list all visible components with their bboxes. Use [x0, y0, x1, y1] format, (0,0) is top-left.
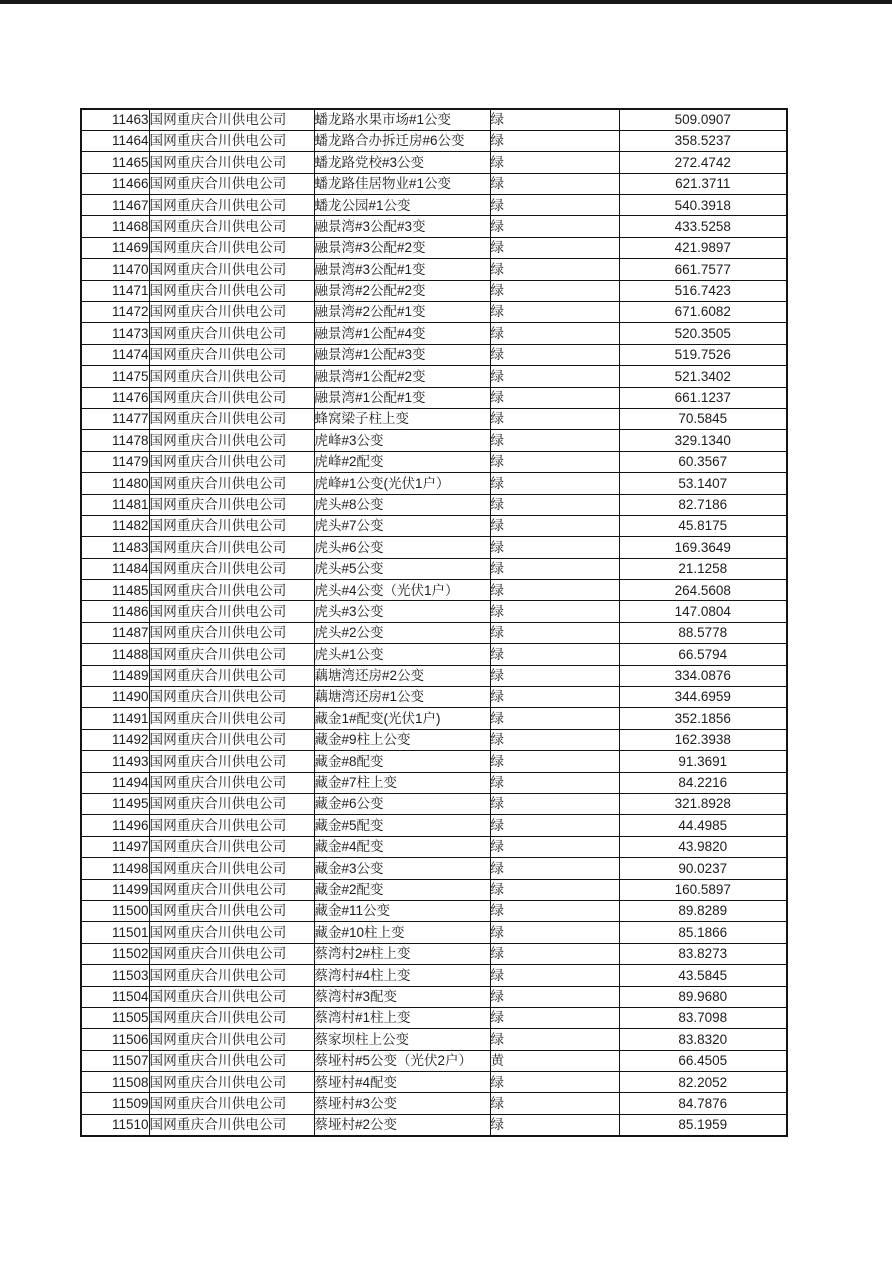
cell-company: 国网重庆合川供电公司 [149, 259, 314, 280]
cell-id: 11485 [81, 580, 149, 601]
cell-id: 11465 [81, 152, 149, 173]
cell-status: 绿 [490, 601, 619, 622]
cell-name: 藏金#7柱上变 [314, 772, 490, 793]
cell-status: 绿 [490, 986, 619, 1007]
cell-company: 国网重庆合川供电公司 [149, 708, 314, 729]
cell-id: 11505 [81, 1007, 149, 1028]
cell-company: 国网重庆合川供电公司 [149, 173, 314, 194]
cell-value: 433.5258 [619, 216, 787, 237]
cell-status: 绿 [490, 109, 619, 130]
cell-company: 国网重庆合川供电公司 [149, 794, 314, 815]
cell-value: 43.9820 [619, 836, 787, 857]
table-row [81, 494, 787, 515]
cell-status: 绿 [490, 879, 619, 900]
cell-company: 国网重庆合川供电公司 [149, 1114, 314, 1135]
cell-status: 绿 [490, 152, 619, 173]
cell-value: 83.7098 [619, 1007, 787, 1028]
cell-name: 蔡湾村#3配变 [314, 986, 490, 1007]
cell-value: 621.3711 [619, 173, 787, 194]
cell-id: 11507 [81, 1050, 149, 1071]
cell-value: 516.7423 [619, 280, 787, 301]
cell-id: 11478 [81, 430, 149, 451]
cell-status: 绿 [490, 173, 619, 194]
cell-value: 89.9680 [619, 986, 787, 1007]
page-top-edge-bar [0, 0, 892, 4]
cell-name: 虎峰#2配变 [314, 451, 490, 472]
cell-company: 国网重庆合川供电公司 [149, 195, 314, 216]
cell-value: 344.6959 [619, 687, 787, 708]
table-row [81, 451, 787, 472]
cell-name: 融景湾#2公配#1变 [314, 302, 490, 323]
table-body [81, 109, 787, 1136]
cell-value: 540.3918 [619, 195, 787, 216]
table-row [81, 1029, 787, 1050]
cell-status: 绿 [490, 344, 619, 365]
table-row [81, 1072, 787, 1093]
cell-value: 91.3691 [619, 751, 787, 772]
cell-company: 国网重庆合川供电公司 [149, 387, 314, 408]
cell-company: 国网重庆合川供电公司 [149, 879, 314, 900]
cell-company: 国网重庆合川供电公司 [149, 1007, 314, 1028]
cell-id: 11501 [81, 922, 149, 943]
cell-value: 83.8273 [619, 943, 787, 964]
cell-id: 11492 [81, 729, 149, 750]
cell-value: 84.2216 [619, 772, 787, 793]
table-row [81, 644, 787, 665]
cell-value: 60.3567 [619, 451, 787, 472]
cell-company: 国网重庆合川供电公司 [149, 130, 314, 151]
cell-id: 11490 [81, 687, 149, 708]
cell-value: 352.1856 [619, 708, 787, 729]
cell-id: 11477 [81, 408, 149, 429]
cell-value: 85.1959 [619, 1114, 787, 1135]
table-row [81, 708, 787, 729]
cell-status: 绿 [490, 836, 619, 857]
cell-value: 671.6082 [619, 302, 787, 323]
table-row [81, 601, 787, 622]
table-row [81, 366, 787, 387]
cell-status: 绿 [490, 1093, 619, 1114]
cell-status: 绿 [490, 195, 619, 216]
cell-company: 国网重庆合川供电公司 [149, 665, 314, 686]
cell-status: 绿 [490, 130, 619, 151]
table-row [81, 965, 787, 986]
cell-value: 82.2052 [619, 1072, 787, 1093]
cell-id: 11502 [81, 943, 149, 964]
table-row [81, 473, 787, 494]
cell-value: 169.3649 [619, 537, 787, 558]
cell-name: 融景湾#1公配#1变 [314, 387, 490, 408]
cell-name: 藏金1#配变(光伏1户) [314, 708, 490, 729]
cell-id: 11497 [81, 836, 149, 857]
cell-name: 虎峰#3公变 [314, 430, 490, 451]
cell-company: 国网重庆合川供电公司 [149, 473, 314, 494]
table-row [81, 152, 787, 173]
cell-value: 321.8928 [619, 794, 787, 815]
cell-company: 国网重庆合川供电公司 [149, 109, 314, 130]
cell-name: 虎头#5公变 [314, 558, 490, 579]
cell-status: 绿 [490, 1007, 619, 1028]
table-row [81, 430, 787, 451]
cell-name: 藏金#8配变 [314, 751, 490, 772]
cell-status: 绿 [490, 408, 619, 429]
table-row [81, 687, 787, 708]
table-row [81, 130, 787, 151]
cell-name: 蔡湾村#4柱上变 [314, 965, 490, 986]
cell-status: 绿 [490, 216, 619, 237]
cell-name: 藏金#4配变 [314, 836, 490, 857]
table-row [81, 280, 787, 301]
table-row [81, 515, 787, 536]
cell-id: 11500 [81, 900, 149, 921]
cell-id: 11475 [81, 366, 149, 387]
cell-id: 11469 [81, 237, 149, 258]
cell-status: 绿 [490, 580, 619, 601]
cell-name: 蔡垭村#5公变（光伏2户） [314, 1050, 490, 1071]
cell-status: 绿 [490, 708, 619, 729]
cell-id: 11510 [81, 1114, 149, 1135]
cell-status: 绿 [490, 943, 619, 964]
cell-id: 11476 [81, 387, 149, 408]
cell-status: 绿 [490, 494, 619, 515]
cell-id: 11480 [81, 473, 149, 494]
cell-name: 虎头#4公变（光伏1户） [314, 580, 490, 601]
cell-name: 蔡垭村#2公变 [314, 1114, 490, 1135]
table-row [81, 580, 787, 601]
cell-value: 661.1237 [619, 387, 787, 408]
cell-status: 绿 [490, 366, 619, 387]
cell-status: 绿 [490, 858, 619, 879]
cell-name: 蟠龙路合办拆迁房#6公变 [314, 130, 490, 151]
cell-id: 11468 [81, 216, 149, 237]
cell-name: 融景湾#3公配#2变 [314, 237, 490, 258]
cell-value: 70.5845 [619, 408, 787, 429]
table-row [81, 302, 787, 323]
cell-company: 国网重庆合川供电公司 [149, 1093, 314, 1114]
cell-status: 绿 [490, 644, 619, 665]
cell-company: 国网重庆合川供电公司 [149, 280, 314, 301]
cell-name: 藕塘湾还房#1公变 [314, 687, 490, 708]
cell-name: 融景湾#2公配#2变 [314, 280, 490, 301]
cell-name: 虎头#2公变 [314, 622, 490, 643]
cell-company: 国网重庆合川供电公司 [149, 1050, 314, 1071]
cell-id: 11496 [81, 815, 149, 836]
cell-status: 绿 [490, 794, 619, 815]
cell-id: 11473 [81, 323, 149, 344]
cell-value: 45.8175 [619, 515, 787, 536]
table-row [81, 1093, 787, 1114]
table-row [81, 858, 787, 879]
cell-company: 国网重庆合川供电公司 [149, 751, 314, 772]
table-row [81, 216, 787, 237]
cell-value: 84.7876 [619, 1093, 787, 1114]
table-row [81, 879, 787, 900]
cell-id: 11503 [81, 965, 149, 986]
cell-status: 绿 [490, 622, 619, 643]
cell-id: 11487 [81, 622, 149, 643]
cell-status: 绿 [490, 751, 619, 772]
cell-name: 藏金#9柱上公变 [314, 729, 490, 750]
cell-company: 国网重庆合川供电公司 [149, 515, 314, 536]
cell-status: 绿 [490, 280, 619, 301]
cell-name: 融景湾#3公配#1变 [314, 259, 490, 280]
cell-name: 蔡湾村#1柱上变 [314, 1007, 490, 1028]
table-row [81, 109, 787, 130]
cell-id: 11472 [81, 302, 149, 323]
cell-status: 绿 [490, 729, 619, 750]
cell-id: 11495 [81, 794, 149, 815]
transformer-table [80, 108, 788, 1137]
table-row [81, 173, 787, 194]
cell-name: 融景湾#1公配#4变 [314, 323, 490, 344]
cell-id: 11493 [81, 751, 149, 772]
cell-company: 国网重庆合川供电公司 [149, 216, 314, 237]
cell-status: 绿 [490, 922, 619, 943]
cell-status: 绿 [490, 815, 619, 836]
cell-name: 蔡湾村2#柱上变 [314, 943, 490, 964]
cell-company: 国网重庆合川供电公司 [149, 965, 314, 986]
cell-company: 国网重庆合川供电公司 [149, 344, 314, 365]
table-row [81, 986, 787, 1007]
cell-company: 国网重庆合川供电公司 [149, 986, 314, 1007]
cell-company: 国网重庆合川供电公司 [149, 836, 314, 857]
table-row [81, 772, 787, 793]
cell-name: 藏金#10柱上变 [314, 922, 490, 943]
table-row [81, 237, 787, 258]
cell-id: 11483 [81, 537, 149, 558]
cell-name: 藏金#3公变 [314, 858, 490, 879]
cell-name: 蔡垭村#4配变 [314, 1072, 490, 1093]
table-row [81, 408, 787, 429]
cell-company: 国网重庆合川供电公司 [149, 922, 314, 943]
cell-id: 11481 [81, 494, 149, 515]
cell-status: 绿 [490, 558, 619, 579]
cell-name: 蟠龙路水果市场#1公变 [314, 109, 490, 130]
cell-status: 绿 [490, 772, 619, 793]
table-row [81, 836, 787, 857]
cell-status: 绿 [490, 237, 619, 258]
cell-value: 509.0907 [619, 109, 787, 130]
cell-company: 国网重庆合川供电公司 [149, 943, 314, 964]
cell-company: 国网重庆合川供电公司 [149, 900, 314, 921]
table-row [81, 622, 787, 643]
cell-status: 绿 [490, 900, 619, 921]
cell-status: 绿 [490, 451, 619, 472]
cell-status: 绿 [490, 387, 619, 408]
cell-id: 11470 [81, 259, 149, 280]
cell-value: 53.1407 [619, 473, 787, 494]
cell-id: 11467 [81, 195, 149, 216]
cell-id: 11508 [81, 1072, 149, 1093]
cell-status: 绿 [490, 665, 619, 686]
cell-company: 国网重庆合川供电公司 [149, 537, 314, 558]
cell-status: 绿 [490, 1072, 619, 1093]
cell-company: 国网重庆合川供电公司 [149, 601, 314, 622]
table-row [81, 815, 787, 836]
table-row [81, 1007, 787, 1028]
cell-value: 66.4505 [619, 1050, 787, 1071]
cell-company: 国网重庆合川供电公司 [149, 323, 314, 344]
cell-id: 11506 [81, 1029, 149, 1050]
cell-id: 11471 [81, 280, 149, 301]
cell-company: 国网重庆合川供电公司 [149, 1029, 314, 1050]
cell-name: 蜂窝梁子柱上变 [314, 408, 490, 429]
cell-value: 521.3402 [619, 366, 787, 387]
cell-status: 绿 [490, 687, 619, 708]
cell-id: 11494 [81, 772, 149, 793]
cell-name: 虎头#8公变 [314, 494, 490, 515]
cell-name: 蟠龙路佳居物业#1公变 [314, 173, 490, 194]
cell-name: 藏金#5配变 [314, 815, 490, 836]
cell-value: 89.8289 [619, 900, 787, 921]
table-row [81, 537, 787, 558]
cell-value: 421.9897 [619, 237, 787, 258]
cell-company: 国网重庆合川供电公司 [149, 152, 314, 173]
cell-company: 国网重庆合川供电公司 [149, 687, 314, 708]
cell-status: 绿 [490, 473, 619, 494]
cell-id: 11482 [81, 515, 149, 536]
cell-value: 88.5778 [619, 622, 787, 643]
cell-id: 11488 [81, 644, 149, 665]
table-row [81, 751, 787, 772]
cell-value: 147.0804 [619, 601, 787, 622]
cell-company: 国网重庆合川供电公司 [149, 451, 314, 472]
cell-value: 162.3938 [619, 729, 787, 750]
cell-name: 虎峰#1公变(光伏1户） [314, 473, 490, 494]
cell-value: 82.7186 [619, 494, 787, 515]
cell-name: 蟠龙公园#1公变 [314, 195, 490, 216]
cell-name: 藏金#11公变 [314, 900, 490, 921]
cell-value: 272.4742 [619, 152, 787, 173]
cell-value: 264.5608 [619, 580, 787, 601]
cell-value: 83.8320 [619, 1029, 787, 1050]
cell-name: 藏金#2配变 [314, 879, 490, 900]
cell-company: 国网重庆合川供电公司 [149, 815, 314, 836]
table-row [81, 259, 787, 280]
cell-value: 66.5794 [619, 644, 787, 665]
cell-id: 11509 [81, 1093, 149, 1114]
table-row [81, 900, 787, 921]
cell-id: 11486 [81, 601, 149, 622]
table-row [81, 195, 787, 216]
cell-value: 329.1340 [619, 430, 787, 451]
cell-value: 334.0876 [619, 665, 787, 686]
cell-id: 11463 [81, 109, 149, 130]
cell-company: 国网重庆合川供电公司 [149, 558, 314, 579]
cell-name: 蔡家坝柱上公变 [314, 1029, 490, 1050]
cell-company: 国网重庆合川供电公司 [149, 580, 314, 601]
cell-status: 绿 [490, 259, 619, 280]
cell-company: 国网重庆合川供电公司 [149, 237, 314, 258]
cell-value: 520.3505 [619, 323, 787, 344]
cell-id: 11466 [81, 173, 149, 194]
cell-name: 虎头#6公变 [314, 537, 490, 558]
table-row [81, 323, 787, 344]
table-row [81, 558, 787, 579]
cell-value: 85.1866 [619, 922, 787, 943]
cell-name: 蔡垭村#3公变 [314, 1093, 490, 1114]
cell-name: 藏金#6公变 [314, 794, 490, 815]
table-row [81, 943, 787, 964]
cell-name: 蟠龙路党校#3公变 [314, 152, 490, 173]
cell-status: 绿 [490, 1114, 619, 1135]
cell-status: 绿 [490, 965, 619, 986]
cell-name: 虎头#7公变 [314, 515, 490, 536]
cell-value: 160.5897 [619, 879, 787, 900]
cell-id: 11499 [81, 879, 149, 900]
cell-name: 融景湾#3公配#3变 [314, 216, 490, 237]
cell-status: 黄 [490, 1050, 619, 1071]
cell-value: 21.1258 [619, 558, 787, 579]
cell-id: 11504 [81, 986, 149, 1007]
table-row [81, 922, 787, 943]
cell-status: 绿 [490, 302, 619, 323]
cell-status: 绿 [490, 430, 619, 451]
cell-company: 国网重庆合川供电公司 [149, 366, 314, 387]
table-row [81, 1050, 787, 1071]
cell-company: 国网重庆合川供电公司 [149, 772, 314, 793]
cell-company: 国网重庆合川供电公司 [149, 622, 314, 643]
cell-status: 绿 [490, 323, 619, 344]
cell-value: 43.5845 [619, 965, 787, 986]
table-container [80, 108, 788, 1137]
table-row [81, 1114, 787, 1135]
cell-name: 虎头#3公变 [314, 601, 490, 622]
cell-company: 国网重庆合川供电公司 [149, 858, 314, 879]
cell-value: 661.7577 [619, 259, 787, 280]
cell-name: 虎头#1公变 [314, 644, 490, 665]
cell-company: 国网重庆合川供电公司 [149, 729, 314, 750]
cell-company: 国网重庆合川供电公司 [149, 302, 314, 323]
cell-company: 国网重庆合川供电公司 [149, 494, 314, 515]
cell-company: 国网重庆合川供电公司 [149, 644, 314, 665]
cell-value: 90.0237 [619, 858, 787, 879]
cell-name: 藕塘湾还房#2公变 [314, 665, 490, 686]
cell-company: 国网重庆合川供电公司 [149, 430, 314, 451]
table-row [81, 665, 787, 686]
cell-status: 绿 [490, 515, 619, 536]
table-row [81, 344, 787, 365]
cell-id: 11479 [81, 451, 149, 472]
cell-value: 519.7526 [619, 344, 787, 365]
cell-status: 绿 [490, 537, 619, 558]
cell-id: 11474 [81, 344, 149, 365]
cell-id: 11498 [81, 858, 149, 879]
cell-value: 44.4985 [619, 815, 787, 836]
cell-id: 11489 [81, 665, 149, 686]
cell-name: 融景湾#1公配#2变 [314, 366, 490, 387]
cell-value: 358.5237 [619, 130, 787, 151]
table-row [81, 729, 787, 750]
cell-name: 融景湾#1公配#3变 [314, 344, 490, 365]
table-row [81, 387, 787, 408]
cell-id: 11484 [81, 558, 149, 579]
cell-id: 11491 [81, 708, 149, 729]
cell-id: 11464 [81, 130, 149, 151]
cell-status: 绿 [490, 1029, 619, 1050]
cell-company: 国网重庆合川供电公司 [149, 408, 314, 429]
table-row [81, 794, 787, 815]
cell-company: 国网重庆合川供电公司 [149, 1072, 314, 1093]
